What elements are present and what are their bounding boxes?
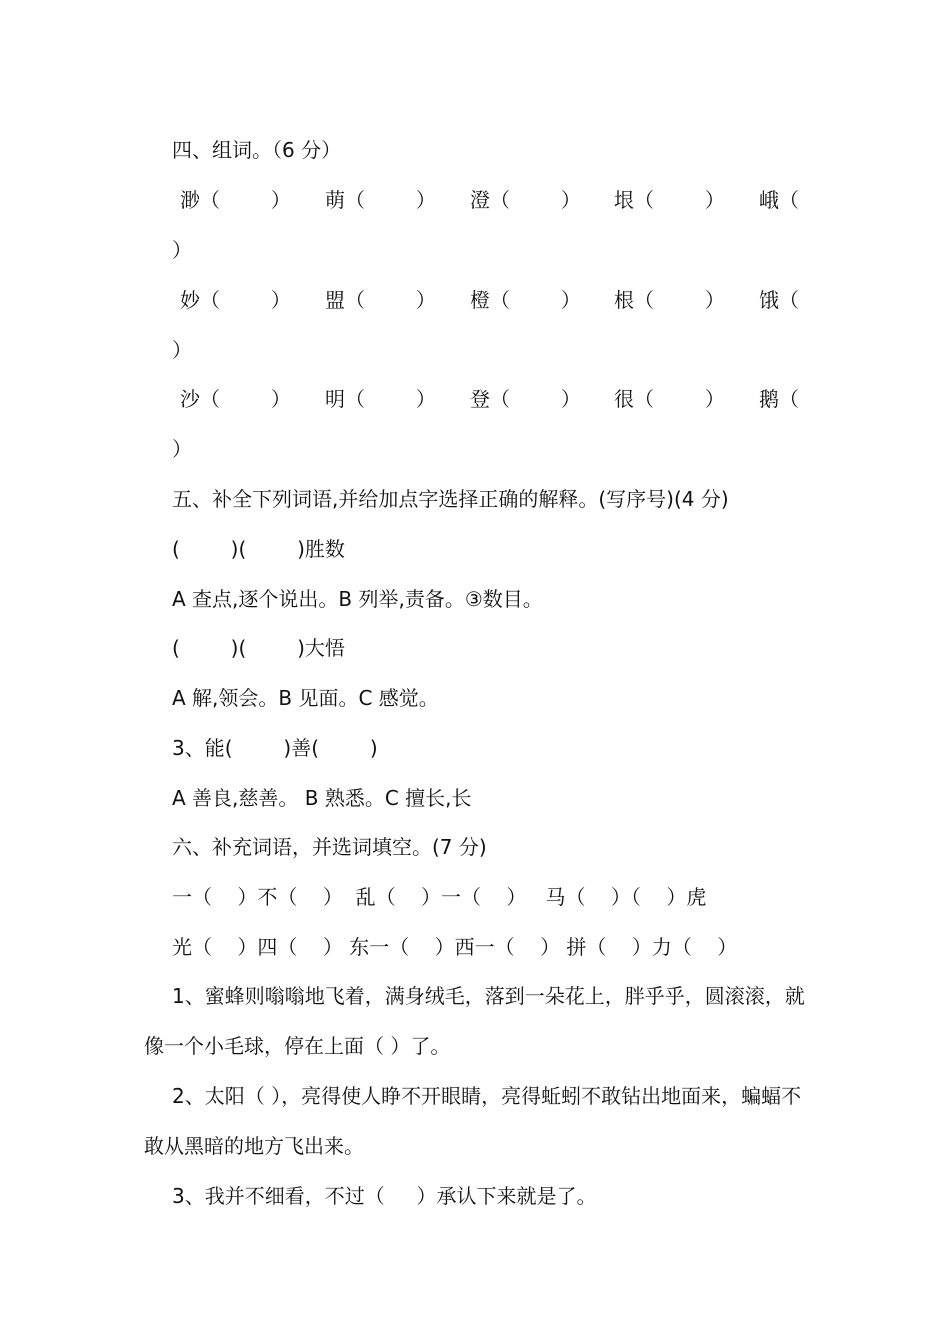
close-paren: ） [172,437,192,461]
word-cell: 鹅（ [759,387,799,411]
item-2-blank: ( )( )大悟 [172,636,345,660]
word-cell: 明（ ） [325,387,436,411]
section-6-title: 六、补充词语，并选词填空。(7 分) [172,835,487,859]
section-5-title: 五、补全下列词语,并给加点字选择正确的解释。(写序号)(4 分) [172,487,729,511]
question-3: 3、我并不细看，不过（ ）承认下来就是了。 [172,1184,597,1208]
close-paren: ） [172,338,192,362]
item-2-options: A 解,领会。B 见面。C 感觉。 [172,686,439,710]
question-2-text: 2、太阳（ ），亮得使人睁不开眼睛，亮得蚯蚓不敢钻出地面来，蝙蝠不敢从黑暗的地方飞出来。 [144,1084,802,1158]
idiom-row-2: 光（ ）四（ ） 东一（ ）西一（ ） 拼（ ）力（ ） [172,935,738,959]
word-row-3 [0,386,950,412]
word-cell: 垠（ ） [614,188,725,212]
word-cell: 萌（ ） [325,188,436,212]
section-4-title: 四、组词。（6 分） [172,138,342,162]
close-paren: ） [172,238,192,262]
word-cell: 饿（ [759,288,799,312]
word-cell: 渺（ ） [180,188,291,212]
item-3-blank: 3、能( )善( ) [172,736,378,760]
word-cell: 很（ ） [614,387,725,411]
word-cell: 沙（ ） [180,387,291,411]
word-row-2 [0,287,950,313]
item-3-options: A 善良,慈善。 B 熟悉。C 擅长,长 [172,786,472,810]
idiom-row-1: 一（ ）不（ ） 乱（ ）一（ ） 马（ ）（ ）虎 [172,885,707,909]
word-cell: 盟（ ） [325,288,436,312]
question-2 [144,1071,808,1171]
word-cell: 根（ ） [614,288,725,312]
word-cell: 峨（ [759,188,799,212]
item-1-options: A 查点,逐个说出。B 列举,责备。③数目。 [172,587,543,611]
word-cell: 登（ ） [470,387,581,411]
word-cell: 橙（ ） [470,288,581,312]
word-row-1 [0,187,950,213]
question-1 [144,971,808,1071]
word-cell: 澄（ ） [470,188,581,212]
word-cell: 妙（ ） [180,288,291,312]
question-1-text: 1、蜜蜂则嗡嗡地飞着，满身绒毛，落到一朵花上，胖乎乎，圆滚滚，就像一个小毛球，停在上面（ ）了。 [144,984,805,1058]
item-1-blank: ( )( )胜数 [172,537,345,561]
